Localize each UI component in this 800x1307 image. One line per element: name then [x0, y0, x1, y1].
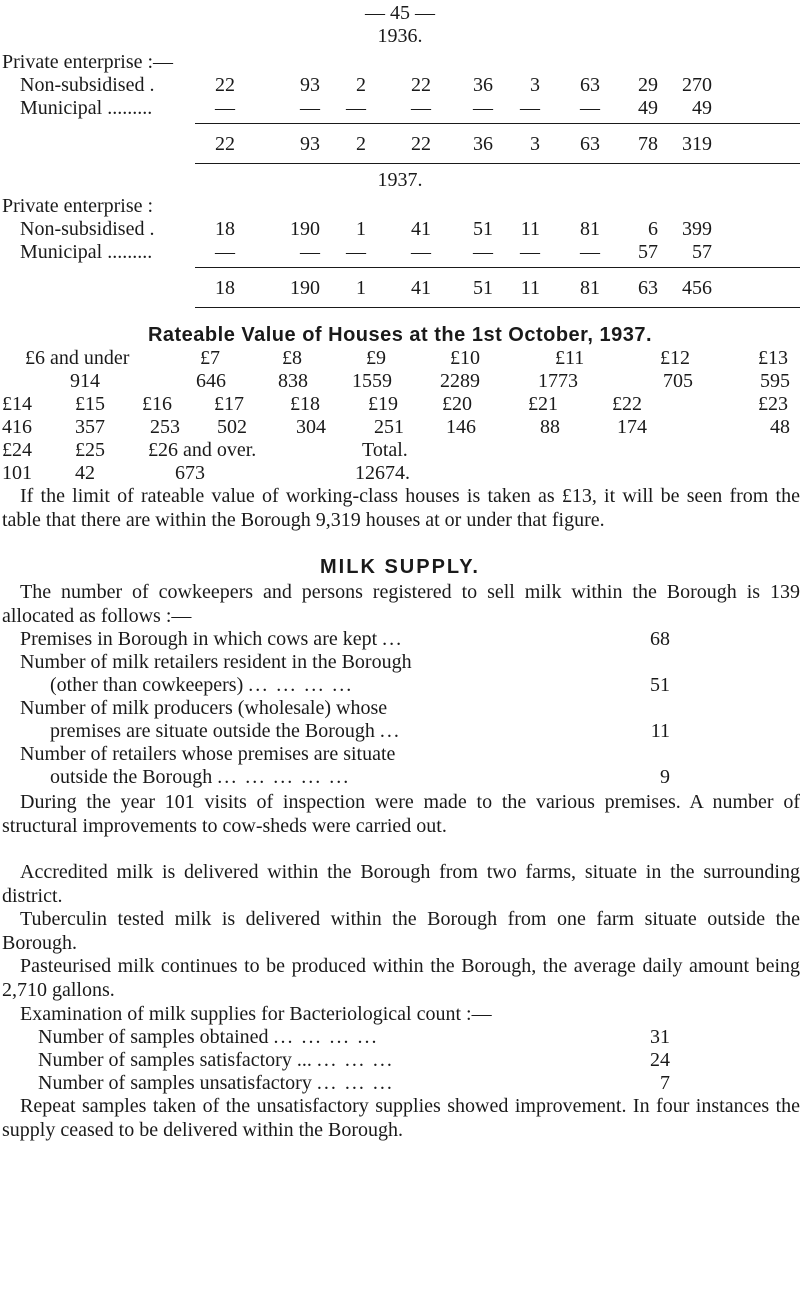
table-cell: 63 — [638, 277, 658, 299]
rateable-label: £7 — [200, 347, 220, 369]
rateable-value: 595 — [760, 370, 790, 392]
rateable-heading: Rateable Value of Houses at the 1st October, 1937. — [147, 324, 653, 346]
list-item: Number of milk producers (wholesale) whose — [20, 697, 388, 719]
table-cell: — — [300, 97, 320, 119]
rateable-value: 88 — [540, 416, 560, 438]
list-item-value: 9 — [660, 766, 670, 788]
rateable-label: £19 — [368, 393, 398, 415]
table-cell: 41 — [411, 277, 431, 299]
para-repeat: Repeat samples taken of the unsatisfactory supplies showed improvement. In four instances the supply ceased to be delivered within the Borough. — [2, 1095, 800, 1141]
list-item-value: 7 — [660, 1072, 670, 1094]
rateable-value: 1773 — [538, 370, 578, 392]
rateable-value: 304 — [296, 416, 326, 438]
table-cell: — — [520, 97, 540, 119]
table-cell: — — [215, 97, 235, 119]
table-cell: 2 — [356, 74, 366, 96]
table-cell: 51 — [473, 218, 493, 240]
rateable-label: £26 and over. — [148, 439, 257, 461]
list-item: Premises in Borough in which cows are kept ... — [20, 628, 404, 650]
divider — [195, 123, 800, 124]
row-label: Non-subsidised . — [20, 218, 155, 240]
table-cell: 36 — [473, 133, 493, 155]
rateable-value: 101 — [2, 462, 32, 484]
para-inspection: During the year 101 visits of inspection were made to the various premises. A number of structural improvements to cow-sheds were carried out. — [2, 791, 800, 837]
list-item: (other than cowkeepers) ... ... ... ... — [50, 674, 354, 696]
rateable-value: 253 — [150, 416, 180, 438]
table-cell: — — [215, 241, 235, 263]
table-cell: 18 — [215, 277, 235, 299]
page-number: — 45 — — [365, 2, 435, 24]
table-cell: 18 — [215, 218, 235, 240]
list-item-value: 31 — [650, 1026, 670, 1048]
rateable-label: £16 — [142, 393, 172, 415]
table-cell: 93 — [300, 74, 320, 96]
table-cell: 93 — [300, 133, 320, 155]
table-cell: 22 — [215, 74, 235, 96]
table-cell: 2 — [356, 133, 366, 155]
rateable-label: £20 — [442, 393, 472, 415]
rateable-value: 12674. — [355, 462, 410, 484]
table-cell: — — [346, 97, 366, 119]
rateable-value: 1559 — [352, 370, 392, 392]
rateable-label: £25 — [75, 439, 105, 461]
table-cell: 63 — [580, 74, 600, 96]
rateable-value: 914 — [70, 370, 100, 392]
table-cell: 51 — [473, 277, 493, 299]
rateable-label: £8 — [282, 347, 302, 369]
rateable-label: £18 — [290, 393, 320, 415]
table-cell: 22 — [411, 133, 431, 155]
table-cell: 399 — [682, 218, 712, 240]
table-cell: 49 — [692, 97, 712, 119]
rateable-value: 838 — [278, 370, 308, 392]
divider — [195, 307, 800, 308]
divider — [195, 267, 800, 268]
section-label: Private enterprise : — [2, 195, 154, 217]
rateable-value: 502 — [217, 416, 247, 438]
table-cell: — — [580, 97, 600, 119]
rateable-value: 42 — [75, 462, 95, 484]
rateable-value: 646 — [196, 370, 226, 392]
para-pasteurised: Pasteurised milk continues to be produced within the Borough, the average daily amount being 2,710 gallons. — [2, 955, 800, 1001]
para-tuberculin: Tuberculin tested milk is delivered within the Borough from one farm situate outside the Borough. — [2, 908, 800, 954]
milk-intro: The number of cowkeepers and persons registered to sell milk within the Borough is 139 allocated as follows :— — [2, 581, 800, 627]
table-cell: 11 — [520, 218, 540, 240]
list-item: Number of samples satisfactory ... ... ... ... — [38, 1049, 394, 1071]
rateable-value: 174 — [617, 416, 647, 438]
table-cell: 190 — [290, 218, 320, 240]
list-item-value: 51 — [650, 674, 670, 696]
list-item: outside the Borough ... ... ... ... ... — [50, 766, 351, 788]
rateable-label: Total. — [362, 439, 408, 461]
list-item: Number of retailers whose premises are situate — [20, 743, 396, 765]
table-cell: — — [520, 241, 540, 263]
year-heading-1936: 1936. — [377, 25, 423, 47]
row-label: Municipal ......... — [20, 241, 153, 263]
rateable-value: 673 — [175, 462, 205, 484]
para-accredited: Accredited milk is delivered within the Borough from two farms, situate in the surrounding district. — [2, 861, 800, 907]
rateable-label: £11 — [555, 347, 585, 369]
table-cell: 1 — [356, 218, 366, 240]
rateable-value: 251 — [374, 416, 404, 438]
rateable-value: 146 — [446, 416, 476, 438]
table-cell: 41 — [411, 218, 431, 240]
year-heading-1937: 1937. — [377, 169, 423, 191]
table-cell: 1 — [356, 277, 366, 299]
table-cell: — — [473, 241, 493, 263]
rateable-note: If the limit of rateable value of working-class houses is taken as £13, it will be seen from the table that there are within the Borough 9,319 houses at or under that figure. — [2, 485, 800, 531]
rateable-label: £15 — [75, 393, 105, 415]
table-cell: — — [411, 97, 431, 119]
table-cell: 3 — [530, 74, 540, 96]
list-item: Number of samples unsatisfactory ... ... ... — [38, 1072, 394, 1094]
table-cell: 270 — [682, 74, 712, 96]
divider — [195, 163, 800, 164]
rateable-value: 416 — [2, 416, 32, 438]
rateable-label: £22 — [612, 393, 642, 415]
table-cell: 6 — [648, 218, 658, 240]
rateable-label: £12 — [660, 347, 690, 369]
rateable-label: £10 — [450, 347, 480, 369]
table-cell: 11 — [520, 277, 540, 299]
table-cell: 3 — [530, 133, 540, 155]
rateable-value: 705 — [663, 370, 693, 392]
table-cell: 22 — [215, 133, 235, 155]
rateable-value: 48 — [770, 416, 790, 438]
list-item: Number of samples obtained ... ... ... ... — [38, 1026, 379, 1048]
table-cell: — — [346, 241, 366, 263]
table-cell: 57 — [692, 241, 712, 263]
table-cell: — — [473, 97, 493, 119]
exam-intro: Examination of milk supplies for Bacteriological count :— — [20, 1003, 492, 1025]
rateable-label: £24 — [2, 439, 32, 461]
table-cell: 78 — [638, 133, 658, 155]
list-item-value: 11 — [650, 720, 670, 742]
rateable-label: £13 — [758, 347, 788, 369]
table-cell: 49 — [638, 97, 658, 119]
table-cell: 36 — [473, 74, 493, 96]
rateable-label: £23 — [758, 393, 788, 415]
table-cell: 456 — [682, 277, 712, 299]
row-label: Municipal ......... — [20, 97, 153, 119]
rateable-label: £17 — [214, 393, 244, 415]
section-label: Private enterprise :— — [2, 51, 174, 73]
row-label: Non-subsidised . — [20, 74, 155, 96]
rateable-label: £14 — [2, 393, 32, 415]
table-cell: — — [580, 241, 600, 263]
table-cell: 29 — [638, 74, 658, 96]
list-item: premises are situate outside the Borough ... — [50, 720, 401, 742]
table-cell: 63 — [580, 133, 600, 155]
table-cell: — — [300, 241, 320, 263]
table-cell: 22 — [411, 74, 431, 96]
list-item: Number of milk retailers resident in the Borough — [20, 651, 412, 673]
milk-heading: MILK SUPPLY. — [320, 556, 480, 578]
table-cell: 190 — [290, 277, 320, 299]
rateable-label: £9 — [366, 347, 386, 369]
table-cell: 81 — [580, 218, 600, 240]
table-cell: 319 — [682, 133, 712, 155]
rateable-label: £21 — [528, 393, 558, 415]
table-cell: 57 — [638, 241, 658, 263]
list-item-value: 24 — [650, 1049, 670, 1071]
rateable-label: £6 and under — [25, 347, 130, 369]
list-item-value: 68 — [650, 628, 670, 650]
table-cell: 81 — [580, 277, 600, 299]
rateable-value: 357 — [75, 416, 105, 438]
table-cell: — — [411, 241, 431, 263]
rateable-value: 2289 — [440, 370, 480, 392]
